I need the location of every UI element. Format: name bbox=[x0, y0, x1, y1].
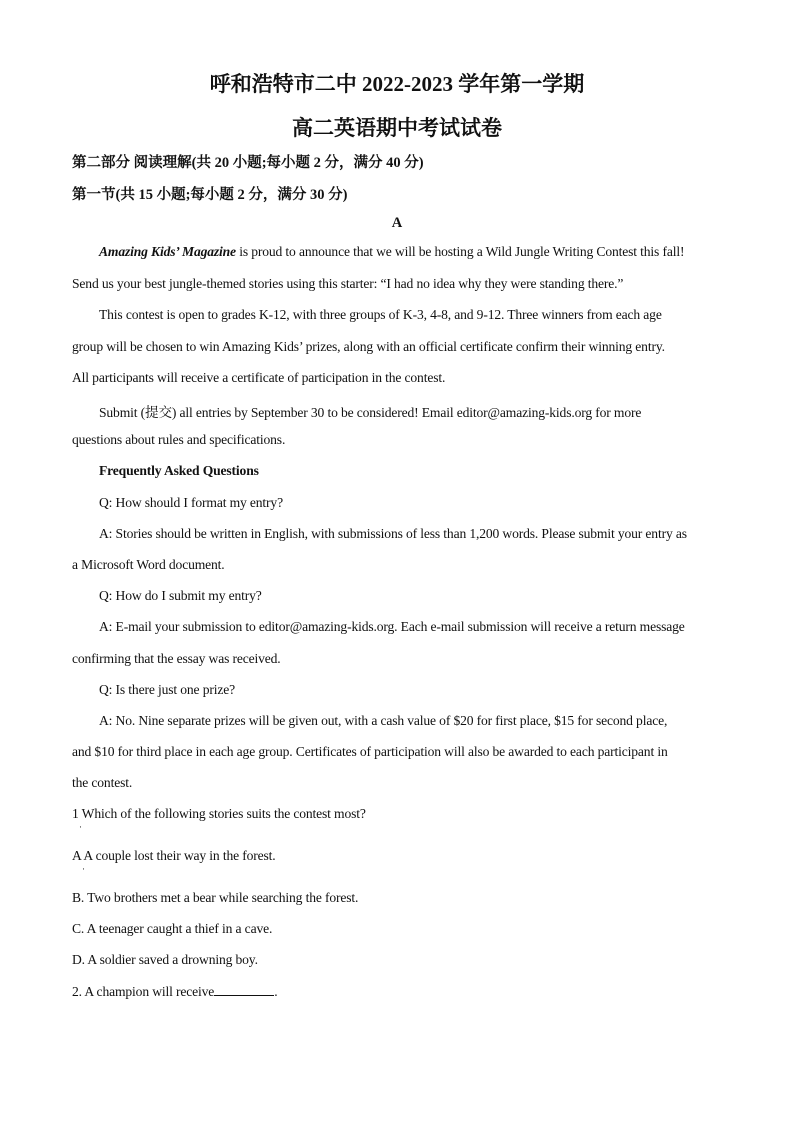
faq-answer-1-line-1: A: Stories should be written in English, with submissions of less than 1,200 words. Please submit your entry as bbox=[99, 526, 687, 541]
answer-blank bbox=[214, 983, 274, 996]
exam-title: 呼和浩特市二中 2022-2023 学年第一学期 bbox=[209, 72, 585, 96]
faq-question-1: Q: How should I format my entry? bbox=[99, 495, 283, 510]
paragraph-2-line-3: All participants will receive a certificate of participation in the contest. bbox=[72, 370, 446, 385]
paragraph-3-line-2: questions about rules and specifications. bbox=[72, 432, 286, 447]
faq-question-2: Q: How do I submit my entry? bbox=[99, 588, 262, 603]
stray-mark: · bbox=[79, 822, 82, 832]
faq-answer-2-line-1: A: E-mail your submission to editor@amazing-kids.org. Each e-mail submission will receive a return message bbox=[99, 619, 685, 634]
stray-mark: · bbox=[82, 864, 85, 874]
question-2-text: 2. A champion will receive bbox=[72, 984, 215, 999]
paragraph-1-line-2: Send us your best jungle-themed stories using this starter: “I had no idea why they were standing there.” bbox=[72, 276, 624, 291]
question-1-option-c: C. A teenager caught a thief in a cave. bbox=[72, 921, 273, 936]
exam-subtitle: 高二英语期中考试试卷 bbox=[292, 116, 502, 140]
faq-answer-3-line-2: and $10 for third place in each age group. Certificates of participation will also be awarded to each participant in bbox=[72, 744, 668, 759]
section-heading: 第一节(共 15 小题;每小题 2 分，满分 30 分) bbox=[72, 187, 348, 203]
paragraph-2-line-1: This contest is open to grades K-12, with three groups of K-3, 4-8, and 9-12. Three winners from each age bbox=[99, 307, 662, 322]
question-1-option-d: D. A soldier saved a drowning boy. bbox=[72, 952, 258, 967]
faq-answer-3-line-3: the contest. bbox=[72, 775, 133, 790]
faq-answer-3-line-1: A: No. Nine separate prizes will be given out, with a cash value of $20 for first place, $15 for second place, bbox=[99, 713, 668, 728]
part-heading: 第二部分 阅读理解(共 20 小题;每小题 2 分，满分 40 分) bbox=[72, 155, 424, 171]
question-1-option-b: B. Two brothers met a bear while searching the forest. bbox=[72, 890, 359, 905]
paragraph-3-line-1: Submit (提交) all entries by September 30 to be considered! Email editor@amazing-kids.org for more bbox=[99, 405, 642, 420]
faq-question-3: Q: Is there just one prize? bbox=[99, 682, 235, 697]
paragraph-1-text: is proud to announce that we will be hosting a Wild Jungle Writing Contest this fall! bbox=[235, 244, 685, 259]
faq-answer-2-line-2: confirming that the essay was received. bbox=[72, 651, 281, 666]
paragraph-2-line-2: group will be chosen to win Amazing Kids’ prizes, along with an official certificate confirm their winning entry. bbox=[72, 339, 665, 354]
question-2-stem: 2. A champion will receive . bbox=[72, 984, 278, 999]
faq-answer-1-line-2: a Microsoft Word document. bbox=[72, 557, 225, 572]
passage-label: A bbox=[391, 215, 403, 231]
paragraph-1-line-1 bbox=[99, 244, 684, 260]
question-1-option-a: A A couple lost their way in the forest. bbox=[72, 848, 276, 863]
magazine-name: Amazing Kids’ Magazine bbox=[99, 244, 236, 259]
faq-heading: Frequently Asked Questions bbox=[99, 463, 259, 478]
question-1-stem: 1 Which of the following stories suits the contest most? bbox=[72, 806, 366, 821]
